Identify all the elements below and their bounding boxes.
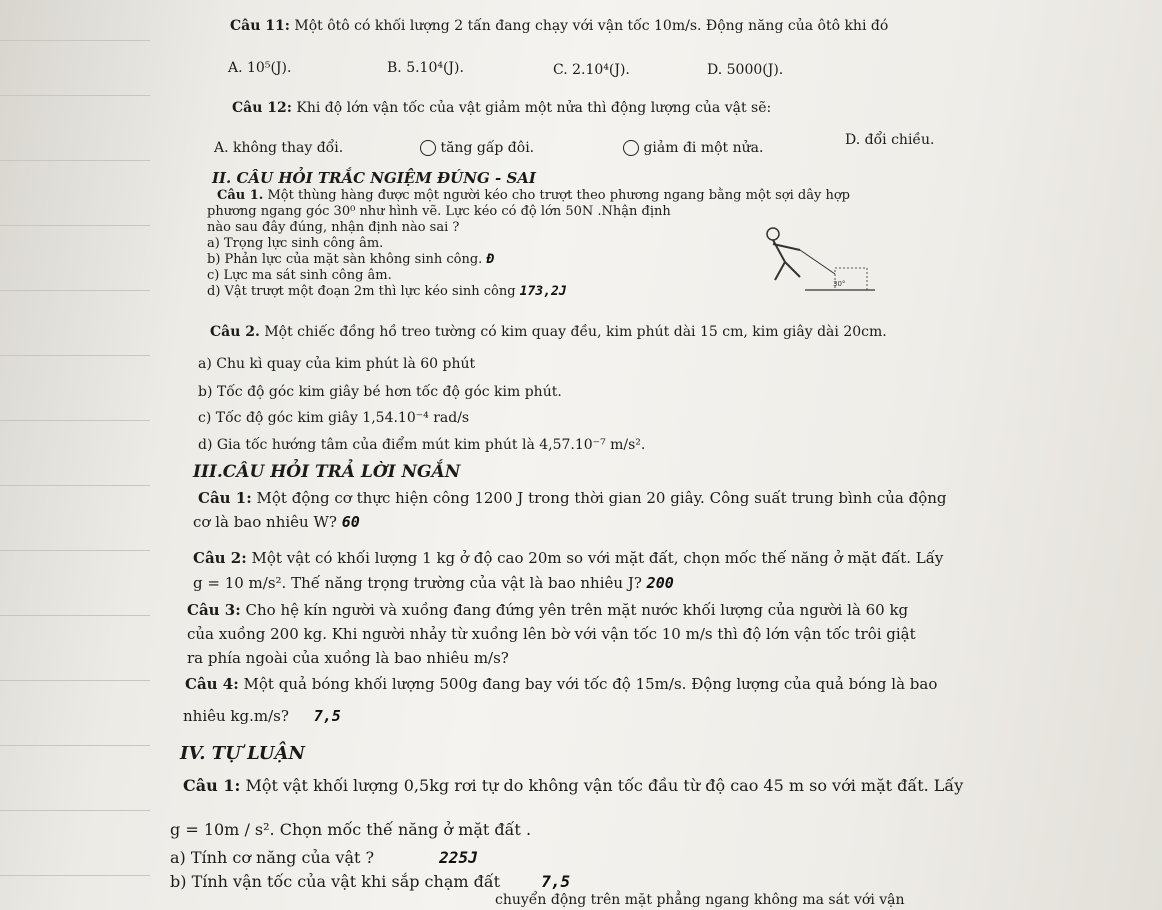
s3-q3-line1 (187, 600, 908, 620)
s3-q2-line1 (193, 548, 943, 568)
q11-option-a: A. 10⁵(J). (228, 60, 292, 76)
pulling-crate-figure (745, 222, 880, 307)
q12-option-a: A. không thay đổi. (214, 140, 344, 156)
s2-q2-text: Một chiếc đồng hồ treo tường có kim quay đều, kim phút dài 15 cm, kim giây dài 20cm. (264, 324, 887, 340)
s2-q1-b-handwritten: Đ (486, 252, 495, 267)
section4-heading: IV. TỰ LUẬN (180, 743, 305, 764)
q11-option-d: D. 5000(J). (707, 62, 784, 78)
q12-option-b-text: tăng gấp đôi. (440, 140, 535, 156)
s4-q1-b-text: b) Tính vận tốc của vật khi sắp chạm đất (170, 872, 501, 891)
s3-q1-title: Câu 1: (198, 489, 252, 507)
s3-q3-line2: của xuồng 200 kg. Khi người nhảy từ xuồng lên bờ với vận tốc 10 m/s thì độ lớn vận tốc trôi giật (187, 625, 916, 643)
s3-q2-handwritten: 200 (646, 574, 674, 592)
s3-q3-line3: ra phía ngoài của xuồng là bao nhiêu m/s? (187, 649, 509, 667)
s2-q1-line3: nào sau đây đúng, nhận định nào sai ? (207, 220, 460, 235)
s2-q1-line2: phương ngang góc 30⁰ như hình vẽ. Lực kéo có độ lớn 50N .Nhận định (207, 204, 671, 219)
s3-q1-line2-text: cơ là bao nhiêu W? (193, 513, 337, 531)
s2-q1-b-text: b) Phản lực của mặt sàn không sinh công. (207, 252, 483, 267)
s2-q2-a: a) Chu kì quay của kim phút là 60 phút (198, 356, 476, 372)
q11-text: Một ôtô có khối lượng 2 tấn đang chạy với vận tốc 10m/s. Động năng của ôtô khi đó (294, 18, 889, 34)
section3-heading: III.CÂU HỎI TRẢ LỜI NGẮN (193, 462, 461, 482)
s2-q1-a: a) Trọng lực sinh công âm. (207, 236, 384, 251)
s3-q2-line2 (193, 573, 674, 593)
s2-q2-b: b) Tốc độ góc kim giây bé hơn tốc độ góc kim phút. (198, 384, 562, 400)
s2-q1-line1 (217, 188, 850, 204)
s2-q2-c: c) Tốc độ góc kim giây 1,54.10⁻⁴ rad/s (198, 410, 470, 426)
s3-q4-line2 (183, 706, 341, 726)
q11-option-c: C. 2.10⁴(J). (553, 62, 630, 78)
s3-q2-line2-text: g = 10 m/s². Thế năng trọng trường của vật là bao nhiêu J? (193, 574, 642, 592)
s3-q2-title: Câu 2: (193, 549, 247, 567)
s4-q1-line1 (183, 776, 963, 796)
s4-q1-text: Một vật khối lượng 0,5kg rơi tự do không vận tốc đầu từ độ cao 45 m so với mặt đất. Lấy (245, 776, 964, 795)
s2-q1-c: c) Lực ma sát sinh công âm. (207, 268, 392, 283)
s2-q2-title: Câu 2. (210, 324, 260, 340)
q12-text: Khi độ lớn vận tốc của vật giảm một nửa thì động lượng của vật sẽ: (296, 100, 772, 116)
s3-q1-handwritten: 60 (341, 513, 360, 531)
person-body-icon (773, 240, 800, 280)
q11-option-b: B. 5.10⁴(J). (387, 60, 464, 76)
s4-q1-b-handwritten: 7,5 (541, 872, 571, 891)
s2-q2-line (210, 322, 887, 342)
s4-q1-a (170, 848, 478, 868)
s3-q2-text: Một vật có khối lượng 1 kg ở độ cao 20m so với mặt đất, chọn mốc thế năng ở mặt đất. Lấy (251, 549, 944, 567)
s2-q1-d (207, 284, 567, 300)
s4-q1-line2: g = 10m / s². Chọn mốc thế năng ở mặt đất . (170, 820, 532, 839)
s4-q2-partial: chuyển động trên mặt phẳng ngang không ma sát với vận (495, 892, 905, 908)
s2-q1-d-text: d) Vật trượt một đoạn 2m thì lực kéo sinh công (207, 284, 516, 299)
s3-q4-line1 (185, 674, 937, 694)
s3-q1-line2 (193, 512, 360, 532)
s3-q3-title: Câu 3: (187, 601, 241, 619)
q11-question (230, 16, 888, 36)
s3-q1-text: Một động cơ thực hiện công 1200 J trong thời gian 20 giây. Công suất trung bình của động (256, 489, 947, 507)
q12-option-c-text: giảm đi một nửa. (643, 140, 764, 156)
s3-q4-handwritten: 7,5 (313, 707, 341, 725)
q12-question (232, 98, 771, 118)
s4-q1-a-text: a) Tính cơ năng của vật ? (170, 848, 375, 867)
s2-q2-d: d) Gia tốc hướng tâm của điểm mút kim phút là 4,57.10⁻⁷ m/s². (198, 437, 646, 453)
angle-label: 30° (833, 280, 846, 288)
s3-q4-text: Một quả bóng khối lượng 500g đang bay với tốc độ 15m/s. Động lượng của quả bóng là bao (243, 675, 938, 693)
q11-title: Câu 11: (230, 18, 290, 34)
s4-q1-title: Câu 1: (183, 776, 241, 795)
person-head-icon (767, 228, 779, 240)
s2-q1-text: Một thùng hàng được một người kéo cho trượt theo phương ngang bằng một sợi dây hợp (267, 188, 850, 203)
rope-line (800, 250, 835, 274)
s3-q4-title: Câu 4: (185, 675, 239, 693)
s3-q3-text: Cho hệ kín người và xuồng đang đứng yên trên mặt nước khối lượng của người là 60 kg (245, 601, 909, 619)
section2-heading: II. CÂU HỎI TRẮC NGIỆM ĐÚNG - SAI (212, 169, 536, 187)
s4-q1-b (170, 872, 570, 892)
s4-q1-a-handwritten: 225J (439, 848, 478, 867)
s3-q1-line1 (198, 488, 947, 508)
q12-option-b (420, 138, 534, 158)
q12-option-c (623, 138, 763, 158)
s2-q1-b (207, 252, 494, 268)
s2-q1-d-handwritten: 173,2J (519, 284, 567, 299)
answer-circle-icon (420, 140, 436, 156)
answer-circle-icon (623, 140, 639, 156)
q12-option-d: D. đổi chiều. (845, 132, 935, 148)
s3-q4-line2-text: nhiêu kg.m/s? (183, 707, 289, 725)
q12-title: Câu 12: (232, 100, 292, 116)
s2-q1-title: Câu 1. (217, 188, 264, 203)
